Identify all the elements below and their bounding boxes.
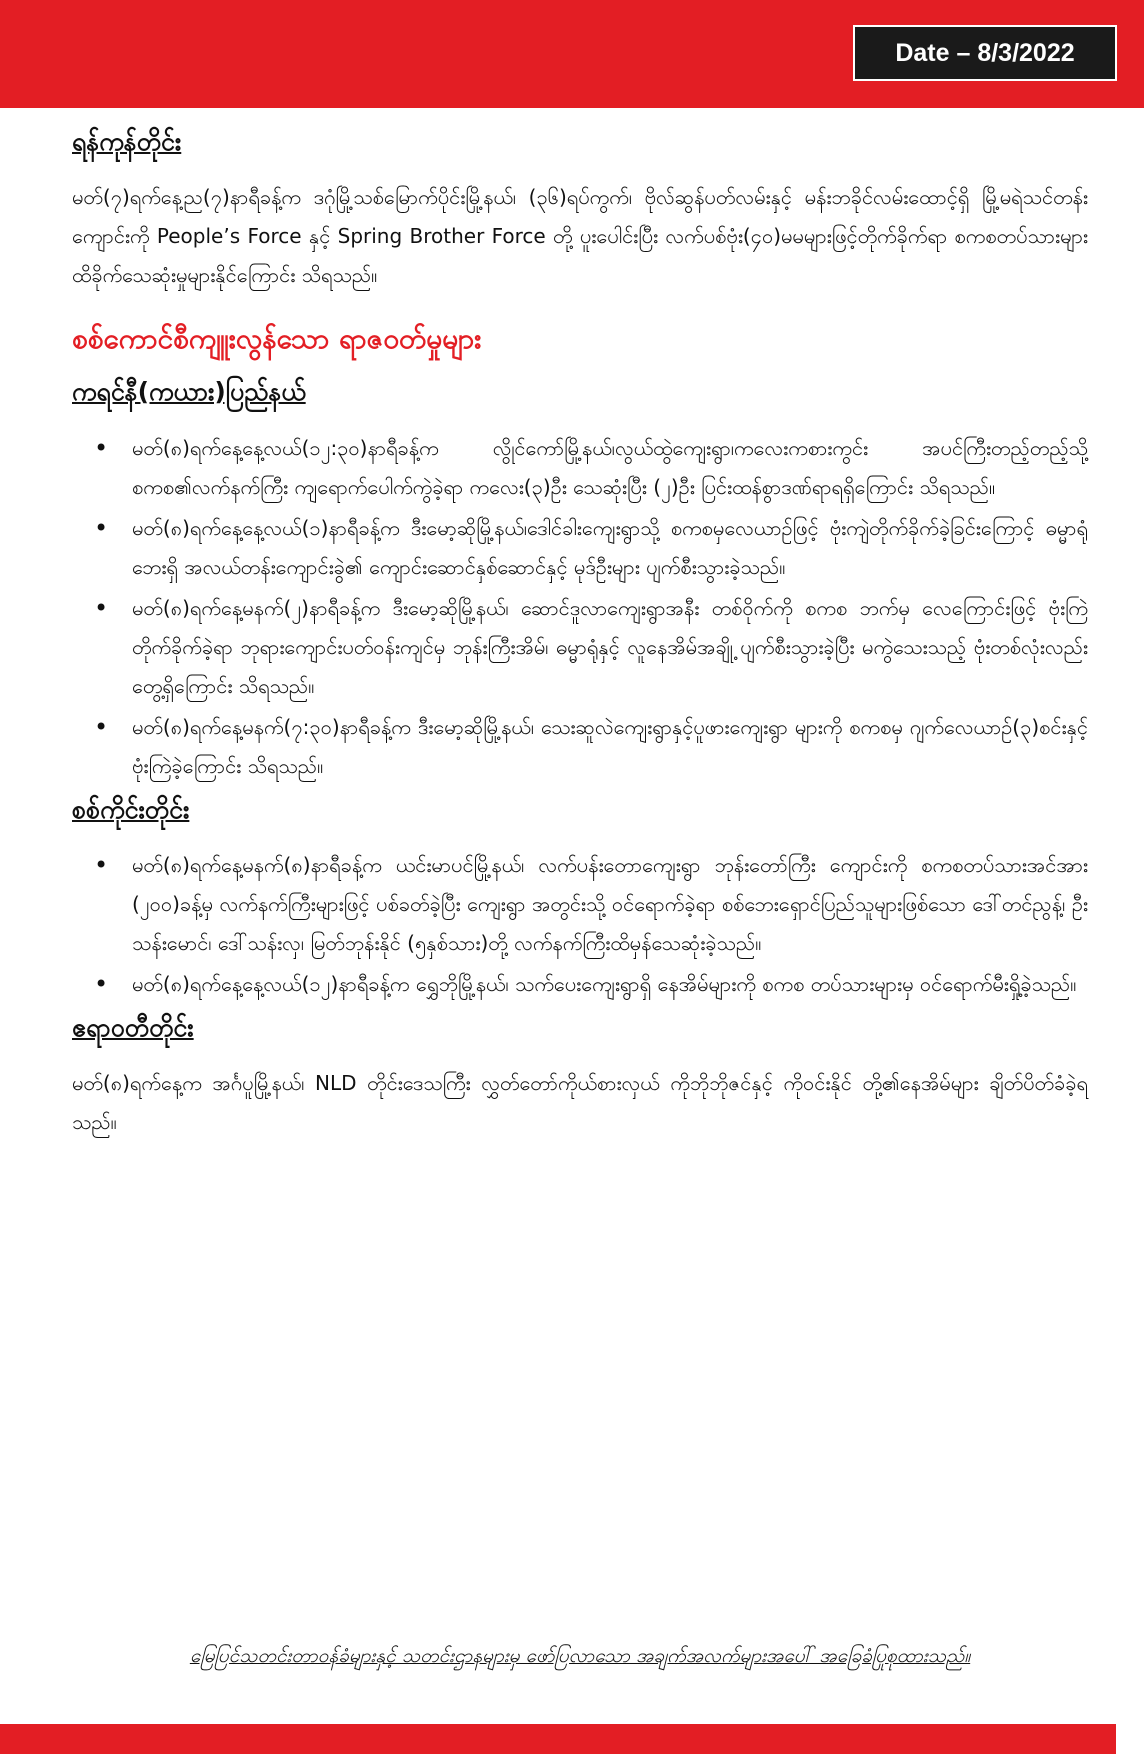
date-badge: Date – 8/3/2022 bbox=[853, 25, 1117, 81]
bullet-icon: • bbox=[94, 513, 109, 542]
list-item bbox=[94, 965, 1088, 1004]
list-item-text: မတ်(၈)ရက်နေ့မနက်(၈)နာရီခန့်က ယင်းမာပင်မြို့နယ်၊ လက်ပန်းတောကျေးရွာ ဘုန်းတော်ကြီး ကျောင်းကို စကစတပ်သားအင်အား (၂၀၀)ခန့်မှ လက်နက်ကြီးများဖြင့် ပစ်ခတ်ခဲ့ပြီး ကျေးရွာ အတွင်းသို့ ဝင်ရောက်ခဲ့ရာ စစ်ဘေးရှောင်ပြည်သူများဖြစ်သော ဒေါ်တင်ညွန့်၊ ဦးသန်းမောင်၊ ဒေါ်သန်းလှ၊ မြတ်ဘုန်းနိုင် (၅နှစ်သား)တို့ လက်နက်ကြီးထိမှန်သေဆုံးခဲ့သည်။ bbox=[132, 852, 1088, 955]
list-item-text: မတ်(၈)ရက်နေ့နေ့လယ်(၁)နာရီခန့်က ဒီးမော့ဆိုမြို့နယ်၊ဒေါင်ခါးကျေးရွာသို့ စကစမှလေယာဉ်ဖြင့် ဗုံးကျဲတိုက်ခိုက်ခဲ့ခြင်းကြောင့် ဓမ္မာရုံဘေးရှိ အလယ်တန်းကျောင်းခွဲ၏ ကျောင်းဆောင်နှစ်ဆောင်နှင့် မုဒ်ဦးများ ပျက်စီးသွားခဲ့သည်။ bbox=[132, 515, 1088, 579]
document-body bbox=[72, 124, 1088, 1162]
source-note: မြေပြင်သတင်းတာဝန်ခံများနှင့် သတင်းဌာနများမှ ဖော်ပြလာသော အချက်အလက်များအပေါ် အခြေခံပြုစုထားသည်။ bbox=[189, 1645, 971, 1667]
list-item-text: မတ်(၈)ရက်နေ့နေ့လယ်(၁၂:၃၀)နာရီခန့်က လွိုင်ကော်မြို့နယ်၊လွယ်ထွဲကျေးရွာ၊ကလေးကစားကွင်း အပင်ကြီးတည့်တည့်သို့ စကစ၏လက်နက်ကြီး ကျရောက်ပေါက်ကွဲခဲ့ရာ ကလေး(၃)ဦး သေဆုံးပြီး (၂)ဦး ပြင်းထန်စွာဒဏ်ရာရရှိကြောင်း သိရသည်။ bbox=[132, 435, 1088, 499]
footer-bar bbox=[0, 1724, 1116, 1754]
ayeyarwady-heading: ဧရာဝတီတိုင်း bbox=[72, 1012, 194, 1042]
list-item bbox=[94, 509, 1088, 587]
bullet-icon: • bbox=[94, 712, 109, 741]
list-item-text: မတ်(၈)ရက်နေ့မနက်(၇:၃၀)နာရီခန့်က ဒီးမော့ဆိုမြို့နယ်၊ သေးဆူလဲကျေးရွာနှင့်ပူဖားကျေးရွာ များကို စကစမှ ဂျက်လေယာဉ်(၃)စင်းနှင့်ဗုံးကြဲခဲ့ကြောင်း သိရသည်။ bbox=[132, 714, 1088, 778]
list-item bbox=[94, 589, 1088, 706]
list-item-text: မတ်(၈)ရက်နေ့နေ့လယ်(၁၂)နာရီခန့်က ရွှေဘိုမြို့နယ်၊ သက်ပေးကျေးရွာရှိ နေအိမ်များကို စကစ တပ်သားများမှ ဝင်ရောက်မီးရှို့ခဲ့သည်။ bbox=[132, 971, 1077, 996]
bullet-icon: • bbox=[94, 969, 109, 998]
bullet-icon: • bbox=[94, 433, 109, 462]
yangon-paragraph: မတ်(၇)ရက်နေ့ည(၇)နာရီခန့်က ဒဂုံမြို့သစ်မြောက်ပိုင်းမြို့နယ်၊ (၃၆)ရပ်ကွက်၊ ဗိုလ်ဆွန်ပတ်လမ်းနှင့် မန်းဘခိုင်လမ်းထောင့်ရှိ မြို့မရဲသင်တန်းကျောင်းကို People’s Force နှင့် Spring Brother Force တို့ ပူးပေါင်းပြီး လက်ပစ်ဗုံး(၄၀)မမများဖြင့်တိုက်ခိုက်ရာ စကစတပ်သားများ ထိခိုက်သေဆုံးမှုများနိုင်ကြောင်း သိရသည်။ bbox=[72, 185, 1088, 288]
kayin-list bbox=[72, 429, 1088, 786]
kayin-heading: ကရင်နီ(ကယား)ပြည်နယ် bbox=[72, 377, 306, 407]
list-item bbox=[94, 708, 1088, 786]
sagaing-heading: စစ်ကိုင်းတိုင်း bbox=[72, 794, 190, 824]
sagaing-list bbox=[72, 846, 1088, 1004]
list-item bbox=[94, 846, 1088, 963]
bullet-icon: • bbox=[94, 850, 109, 879]
bullet-icon: • bbox=[94, 593, 109, 622]
ayeyarwady-paragraph: မတ်(၈)ရက်နေ့က အင်္ဂပူမြို့နယ်၊ NLD တိုင်းဒေသကြီး လွှတ်တော်ကိုယ်စားလှယ် ကိုဘိုဘိုဇင်နှင့် ကိုဝင်းနိုင် တို့၏နေအိမ်များ ချိတ်ပိတ်ခံခဲ့ရသည်။ bbox=[72, 1071, 1088, 1135]
list-item bbox=[94, 429, 1088, 507]
section-title: စစ်ကောင်စီကျူးလွန်သော ရာဇဝတ်မှုများ bbox=[72, 322, 482, 356]
yangon-heading: ရန်ကုန်တိုင်း bbox=[72, 127, 182, 156]
list-item-text: မတ်(၈)ရက်နေ့မနက်(၂)နာရီခန့်က ဒီးမော့ဆိုမြို့နယ်၊ ဆောင်ဒူလာကျေးရွာအနီး တစ်ဝိုက်ကို စကစ ဘက်မှ လေကြောင်းဖြင့် ဗုံးကြဲတိုက်ခိုက်ခဲ့ရာ ဘုရားကျောင်းပတ်ဝန်းကျင်မှ ဘုန်းကြီးအိမ်၊ ဓမ္မာရုံနှင့် လူနေအိမ်အချို့ ပျက်စီးသွားခဲ့ပြီး မကွဲသေးသည့် ဗုံးတစ်လုံးလည်းတွေ့ရှိကြောင်း သိရသည်။ bbox=[132, 595, 1088, 698]
